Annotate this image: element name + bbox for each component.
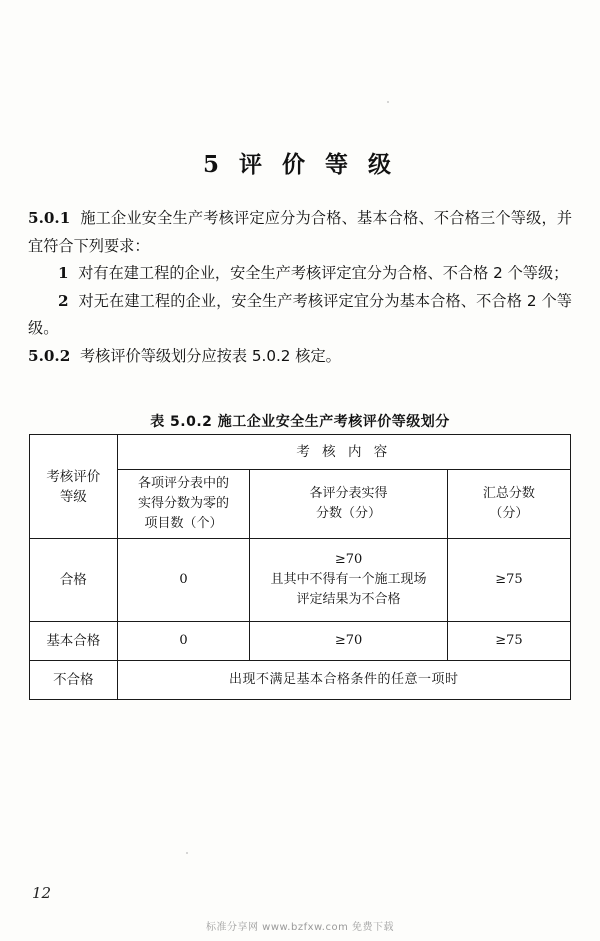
table-row <box>30 539 571 622</box>
item-text: 对有在建工程的企业，安全生产考核评定宜分为合格、不合格 2 个等级； <box>78 264 569 282</box>
clause-item-2 <box>28 288 572 343</box>
page-title: 5 评 价 等 级 <box>202 151 398 178</box>
header-cell-sheet-score <box>250 470 448 539</box>
row-label-unqualified: 不合格 <box>30 661 118 700</box>
cell-qualified-sheet-score <box>250 539 448 622</box>
cell-basic-sheet-score: ≥70 <box>250 622 448 661</box>
row-label-basic-qualified: 基本合格 <box>30 622 118 661</box>
item-number: 1 <box>58 264 69 282</box>
table-header-row-top <box>30 435 571 470</box>
clause-text: 考核评价等级划分应按表 5.0.2 核定。 <box>79 346 341 365</box>
cell-unqualified-condition: 出现不满足基本合格条件的任意一项时 <box>117 661 570 700</box>
table-row <box>30 622 571 661</box>
row-label-qualified: 合格 <box>30 539 118 622</box>
header-grade-line2: 等级 <box>59 488 87 505</box>
cell-qualified-zero-items: 0 <box>117 539 250 622</box>
clause-number: 5.0.2 <box>28 346 71 365</box>
grade-table <box>29 434 571 700</box>
header-cell-total-score <box>447 470 570 539</box>
table-caption: 表 5.0.2 施工企业安全生产考核评价等级划分 <box>150 414 450 430</box>
header-zero-items-line3: 项目数（个） <box>144 516 223 531</box>
page-number: 12 <box>32 884 52 902</box>
header-zero-items-line2: 实得分数为零的 <box>137 496 229 511</box>
clause-number: 5.0.1 <box>28 209 71 227</box>
header-cell-grade <box>30 435 118 539</box>
body-text <box>28 205 572 370</box>
clause-5-0-2 <box>28 343 572 371</box>
cell-qualified-sheet-score-line1: ≥70 <box>334 552 363 567</box>
clause-item-1 <box>28 260 572 288</box>
header-sheet-score-line2: 分数（分） <box>316 506 382 521</box>
paper-speck <box>387 101 389 103</box>
cell-qualified-sheet-score-line2: 且其中不得有一个施工现场 <box>270 572 427 587</box>
table-row <box>30 661 571 700</box>
cell-basic-zero-items: 0 <box>117 622 250 661</box>
header-grade-line1: 考核评价 <box>46 468 101 485</box>
paper-speck <box>186 852 188 854</box>
item-text: 对无在建工程的企业，安全生产考核评定宜分为基本合格、不合格 2 个等级。 <box>28 291 572 337</box>
cell-basic-total-score: ≥75 <box>447 622 570 661</box>
cell-qualified-sheet-score-line3: 评定结果为不合格 <box>296 592 401 607</box>
header-sheet-score-line1: 各评分表实得 <box>309 486 388 501</box>
header-total-score-line1: 汇总分数 <box>482 486 535 501</box>
header-cell-zero-items <box>117 470 250 539</box>
header-total-score-line2: （分） <box>489 506 529 521</box>
footer-watermark: 标准分享网 www.bzfxw.com 免费下载 <box>206 922 394 933</box>
cell-qualified-total-score: ≥75 <box>447 539 570 622</box>
clause-5-0-1 <box>28 205 572 260</box>
clause-text: 施工企业安全生产考核评定应分为合格、基本合格、不合格三个等级，并宜符合下列要求： <box>28 209 573 255</box>
header-zero-items-line1: 各项评分表中的 <box>137 476 229 491</box>
item-number: 2 <box>58 291 69 310</box>
header-cell-content-group: 考 核 内 容 <box>117 435 570 470</box>
